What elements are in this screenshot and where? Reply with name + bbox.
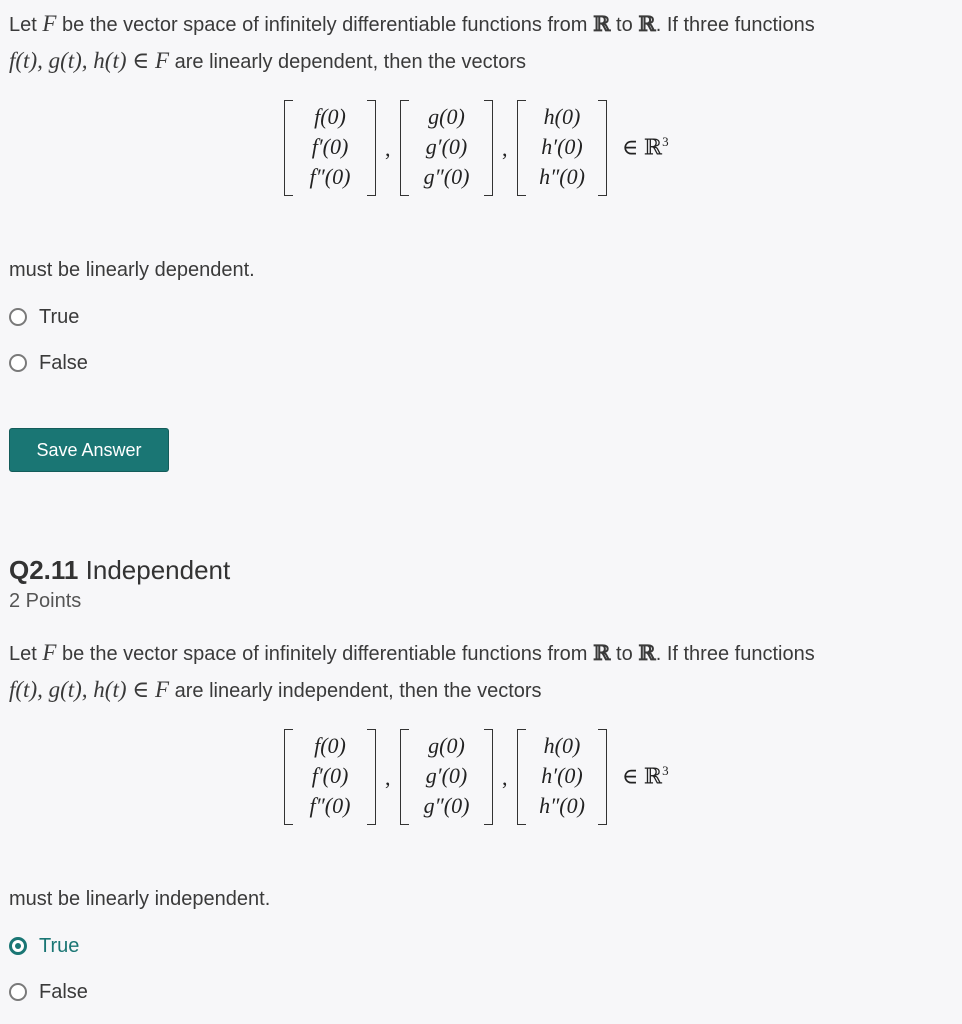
vector-h: h(0) h′(0) h″(0): [517, 729, 607, 825]
comma: ,: [385, 136, 391, 161]
q2-option-true[interactable]: True: [9, 932, 79, 960]
q2-conclusion: must be linearly independent.: [9, 888, 271, 910]
comma: ,: [502, 765, 508, 790]
q1-statement: Let F be the vector space of infinitely differentiable functions from ℝ to ℝ. If three functions f(t), g(t), h(t) ∈ F are linearly dependent, then the vectors: [9, 11, 815, 73]
q1-conclusion: must be linearly dependent.: [9, 259, 255, 281]
vector-g: g(0) g′(0) g″(0): [400, 729, 493, 825]
comma: ,: [385, 765, 391, 790]
vector-f: f(0) f′(0) f″(0): [284, 729, 376, 825]
q2-vectors: [284, 729, 704, 825]
vector-f: f(0) f′(0) f″(0): [284, 100, 376, 196]
save-answer-button[interactable]: Save Answer: [9, 428, 169, 472]
vector-h: h(0) h′(0) h″(0): [517, 100, 607, 196]
in-r3: ∈ ℝ$^3$: [622, 134, 669, 160]
q2-option-false[interactable]: False: [9, 978, 88, 1006]
question-title: Q2.11 Independent: [9, 555, 231, 585]
radio-icon[interactable]: [9, 983, 27, 1001]
comma: ,: [502, 136, 508, 161]
q1-option-true[interactable]: True: [9, 303, 79, 331]
question-points: 2 Points: [9, 590, 82, 612]
q1-option-false[interactable]: False: [9, 349, 88, 377]
radio-selected-icon[interactable]: [9, 937, 27, 955]
q1-vectors: [284, 100, 704, 196]
in-r3: ∈ ℝ$^3$: [622, 763, 669, 789]
q2-statement: Let F be the vector space of infinitely differentiable functions from ℝ to ℝ. If three functions f(t), g(t), h(t) ∈ F are linearly independent, then the vectors: [9, 640, 815, 702]
radio-icon[interactable]: [9, 308, 27, 326]
radio-icon[interactable]: [9, 354, 27, 372]
vector-g: g(0) g′(0) g″(0): [400, 100, 493, 196]
